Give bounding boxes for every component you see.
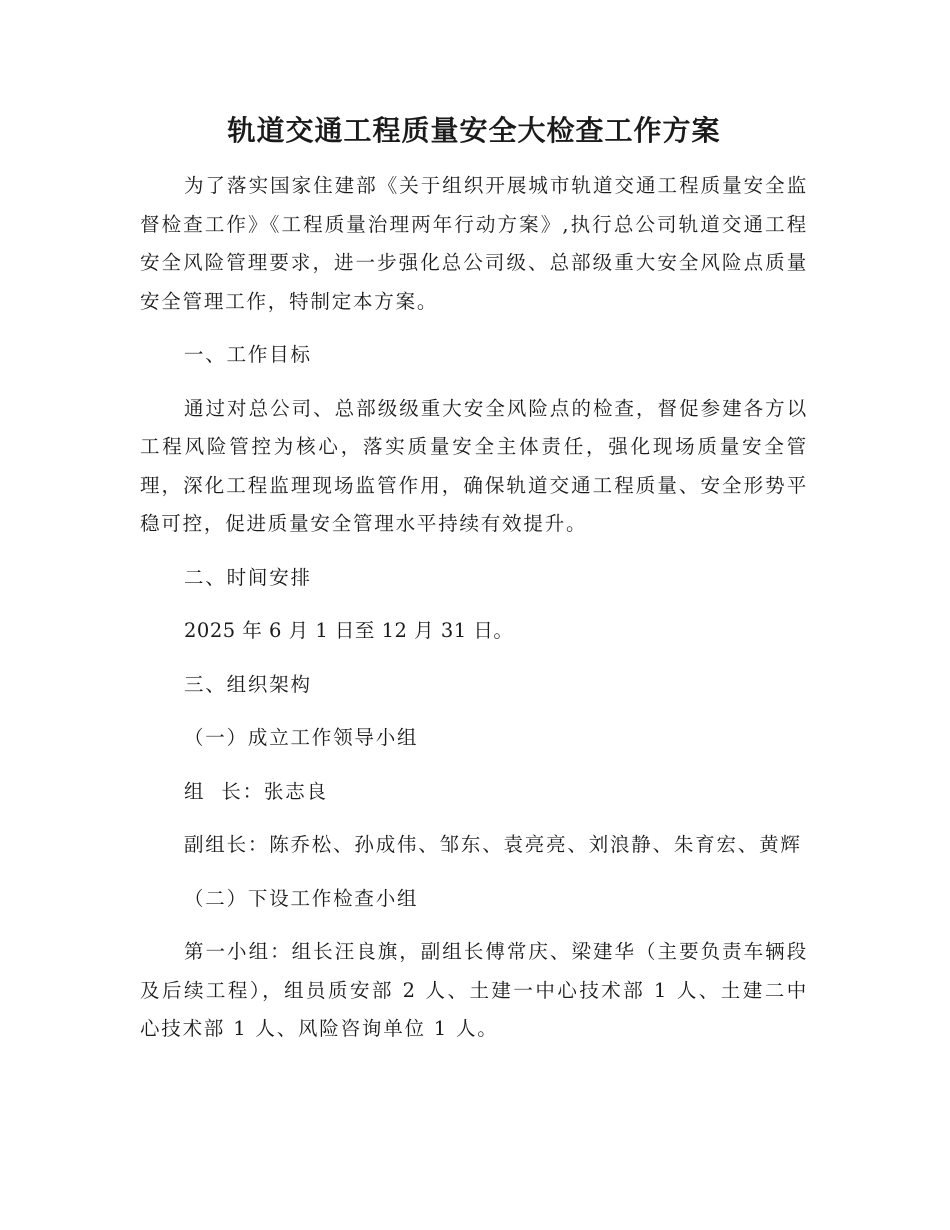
subsection-heading-inspection: （二）下设工作检查小组 (184, 886, 419, 910)
group-one-paragraph: 第一小组：组长汪良旗，副组长傅常庆、梁建华（主要负责车辆段及后续工程），组员质安部 2 人、土建一中心技术部 1 人、土建二中心技术部 1 人、风险咨询单位 1 人。 (140, 940, 808, 1040)
intro-paragraph: 为了落实国家住建部《关于组织开展城市轨道交通工程质量安全监督检查工作》《工程质量治理两年行动方案》,执行总公司轨道交通工程安全风险管理要求，进一步强化总公司级、总部级重大安全风险点质量安全管理工作，特制定本方案。 (140, 174, 808, 313)
subsection-heading-leadership: （一）成立工作领导小组 (184, 726, 419, 749)
leader-line: 组 长：张志良 (184, 779, 328, 803)
section-heading-schedule: 二、时间安排 (184, 565, 312, 589)
deputy-leaders-paragraph: 副组长：陈乔松、孙成伟、邹东、袁亮亮、刘浪静、朱育宏、黄辉 (184, 833, 802, 856)
document-title: 轨道交通工程质量安全大检查工作方案 (227, 114, 721, 147)
section-heading-organization: 三、组织架构 (184, 672, 312, 696)
goals-paragraph: 通过对总公司、总部级级重大安全风险点的检查，督促参建各方以工程风险管控为核心，落实质量安全主体责任，强化现场质量安全管理，深化工程监理现场监管作用，确保轨道交通工程质量、安全形势平稳可控，促进质量安全管理水平持续有效提升。 (140, 396, 808, 535)
section-heading-goals: 一、工作目标 (184, 343, 312, 366)
document-page (140, 105, 808, 1049)
schedule-paragraph: 2025 年 6 月 1 日至 12 月 31 日。 (184, 619, 514, 642)
